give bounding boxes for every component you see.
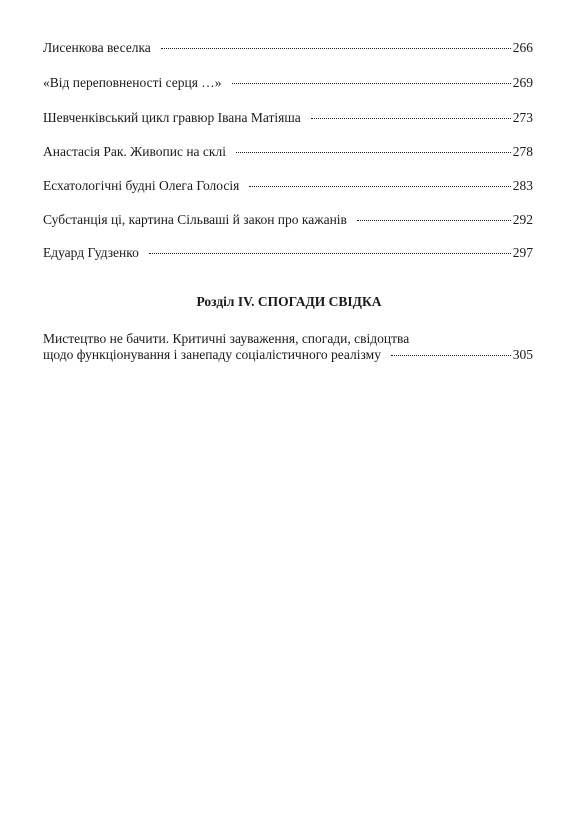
dot-leader bbox=[232, 83, 511, 84]
toc-entry-title: Едуард Гудзенко bbox=[43, 245, 139, 260]
toc-entry-multiline[interactable] bbox=[43, 331, 533, 363]
toc-entry[interactable] bbox=[43, 212, 533, 228]
toc-entry-page: 292 bbox=[512, 212, 533, 227]
toc-entry-page: 278 bbox=[512, 144, 533, 159]
toc-entry[interactable] bbox=[43, 110, 533, 126]
toc-entry-page: 297 bbox=[512, 245, 533, 260]
dot-leader bbox=[161, 48, 511, 49]
toc-entry-title: «Від переповненості серця …» bbox=[43, 75, 222, 90]
dot-leader bbox=[357, 220, 511, 221]
toc-entry[interactable] bbox=[43, 178, 533, 194]
toc-entry-line2 bbox=[43, 347, 533, 363]
dot-leader bbox=[149, 253, 511, 254]
toc-entry[interactable] bbox=[43, 75, 533, 91]
toc-entry-page: 266 bbox=[512, 40, 533, 55]
section-heading: Розділ IV. СПОГАДИ СВІДКА bbox=[196, 294, 382, 309]
toc-entry[interactable] bbox=[43, 144, 533, 160]
toc-entry-title: Субстанція ці, картина Сільваші й закон про кажанів bbox=[43, 212, 347, 227]
toc-entry[interactable] bbox=[43, 245, 533, 261]
toc-entry-page: 283 bbox=[512, 178, 533, 193]
toc-entry-page: 269 bbox=[512, 75, 533, 90]
toc-entry-page: 273 bbox=[512, 110, 533, 125]
toc-entry-title-line1: Мистецтво не бачити. Критичні зауваження, спогади, свідоцтва bbox=[43, 331, 410, 346]
toc-entry-title: Есхатологічні будні Олега Голосія bbox=[43, 178, 240, 193]
dot-leader bbox=[311, 118, 511, 119]
toc-entry-title: Лисенкова веселка bbox=[43, 40, 151, 55]
dot-leader bbox=[249, 186, 510, 187]
toc-entry-title-line2: щодо функціонування і занепаду соціалістичного реалізму bbox=[43, 347, 381, 362]
toc-entry-page: 305 bbox=[512, 347, 533, 362]
dot-leader bbox=[391, 355, 511, 356]
dot-leader bbox=[236, 152, 511, 153]
toc-entry[interactable] bbox=[43, 40, 533, 56]
toc-entry-title: Шевченківський цикл гравюр Івана Матіяша bbox=[43, 110, 301, 125]
toc-entry-title: Анастасія Рак. Живопис на склі bbox=[43, 144, 226, 159]
